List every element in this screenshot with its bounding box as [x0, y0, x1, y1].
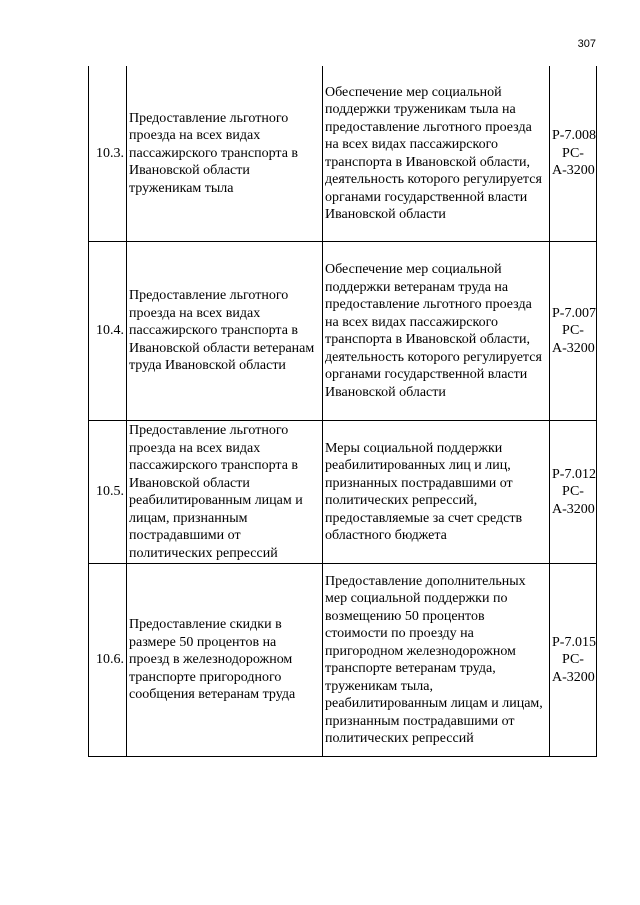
- table-row: [89, 66, 597, 242]
- support-measure: Меры социальной поддержки реабилитированных лиц и лиц, признанных пострадавшими от политических репрессий, предоставляемые за счет средств областного бюджета: [323, 421, 550, 564]
- row-number: 10.6.: [89, 564, 127, 757]
- service-name: Предоставление льготного проезда на всех видах пассажирского транспорта в Ивановской области реабилитированным лицам и лицам, признанным пострадавшими от политических репрессий: [127, 421, 323, 564]
- service-name: Предоставление льготного проезда на всех видах пассажирского транспорта в Ивановской области труженикам тыла: [127, 66, 323, 242]
- table-row: [89, 242, 597, 421]
- service-name: Предоставление льготного проезда на всех видах пассажирского транспорта в Ивановской области ветеранам труда Ивановской области: [127, 242, 323, 421]
- registry-code: Р-7.015 РС-А-3200: [550, 564, 597, 757]
- page-number: 307: [577, 38, 596, 50]
- row-number: 10.5.: [89, 421, 127, 564]
- registry-code: Р-7.007 РС-А-3200: [550, 242, 597, 421]
- support-measure: Предоставление дополнительных мер социальной поддержки по возмещению 50 процентов стоимости по проезду на пригородном железнодорожном транспорте ветеранам труда, труженикам тыла, реабилитированным лицам и лицам, признанным пострадавшими от политических репрессий: [323, 564, 550, 757]
- row-number: 10.4.: [89, 242, 127, 421]
- registry-code: Р-7.012 РС-А-3200: [550, 421, 597, 564]
- row-number: 10.3.: [89, 66, 127, 242]
- support-measure: Обеспечение мер социальной поддержки труженикам тыла на предоставление льготного проезда на всех видах пассажирского транспорта в Ивановской области, деятельность которого регулируется органами государственной власти Ивановской области: [323, 66, 550, 242]
- registry-code: Р-7.008 РС-А-3200: [550, 66, 597, 242]
- support-measure: Обеспечение мер социальной поддержки ветеранам труда на предоставление льготного проезда на всех видах пассажирского транспорта в Ивановской области, деятельность которого регулируется органами государственной власти Ивановской области: [323, 242, 550, 421]
- benefits-table: [88, 66, 597, 757]
- table-row: [89, 564, 597, 757]
- service-name: Предоставление скидки в размере 50 процентов на проезд в железнодорожном транспорте пригородного сообщения ветеранам труда: [127, 564, 323, 757]
- table-row: [89, 421, 597, 564]
